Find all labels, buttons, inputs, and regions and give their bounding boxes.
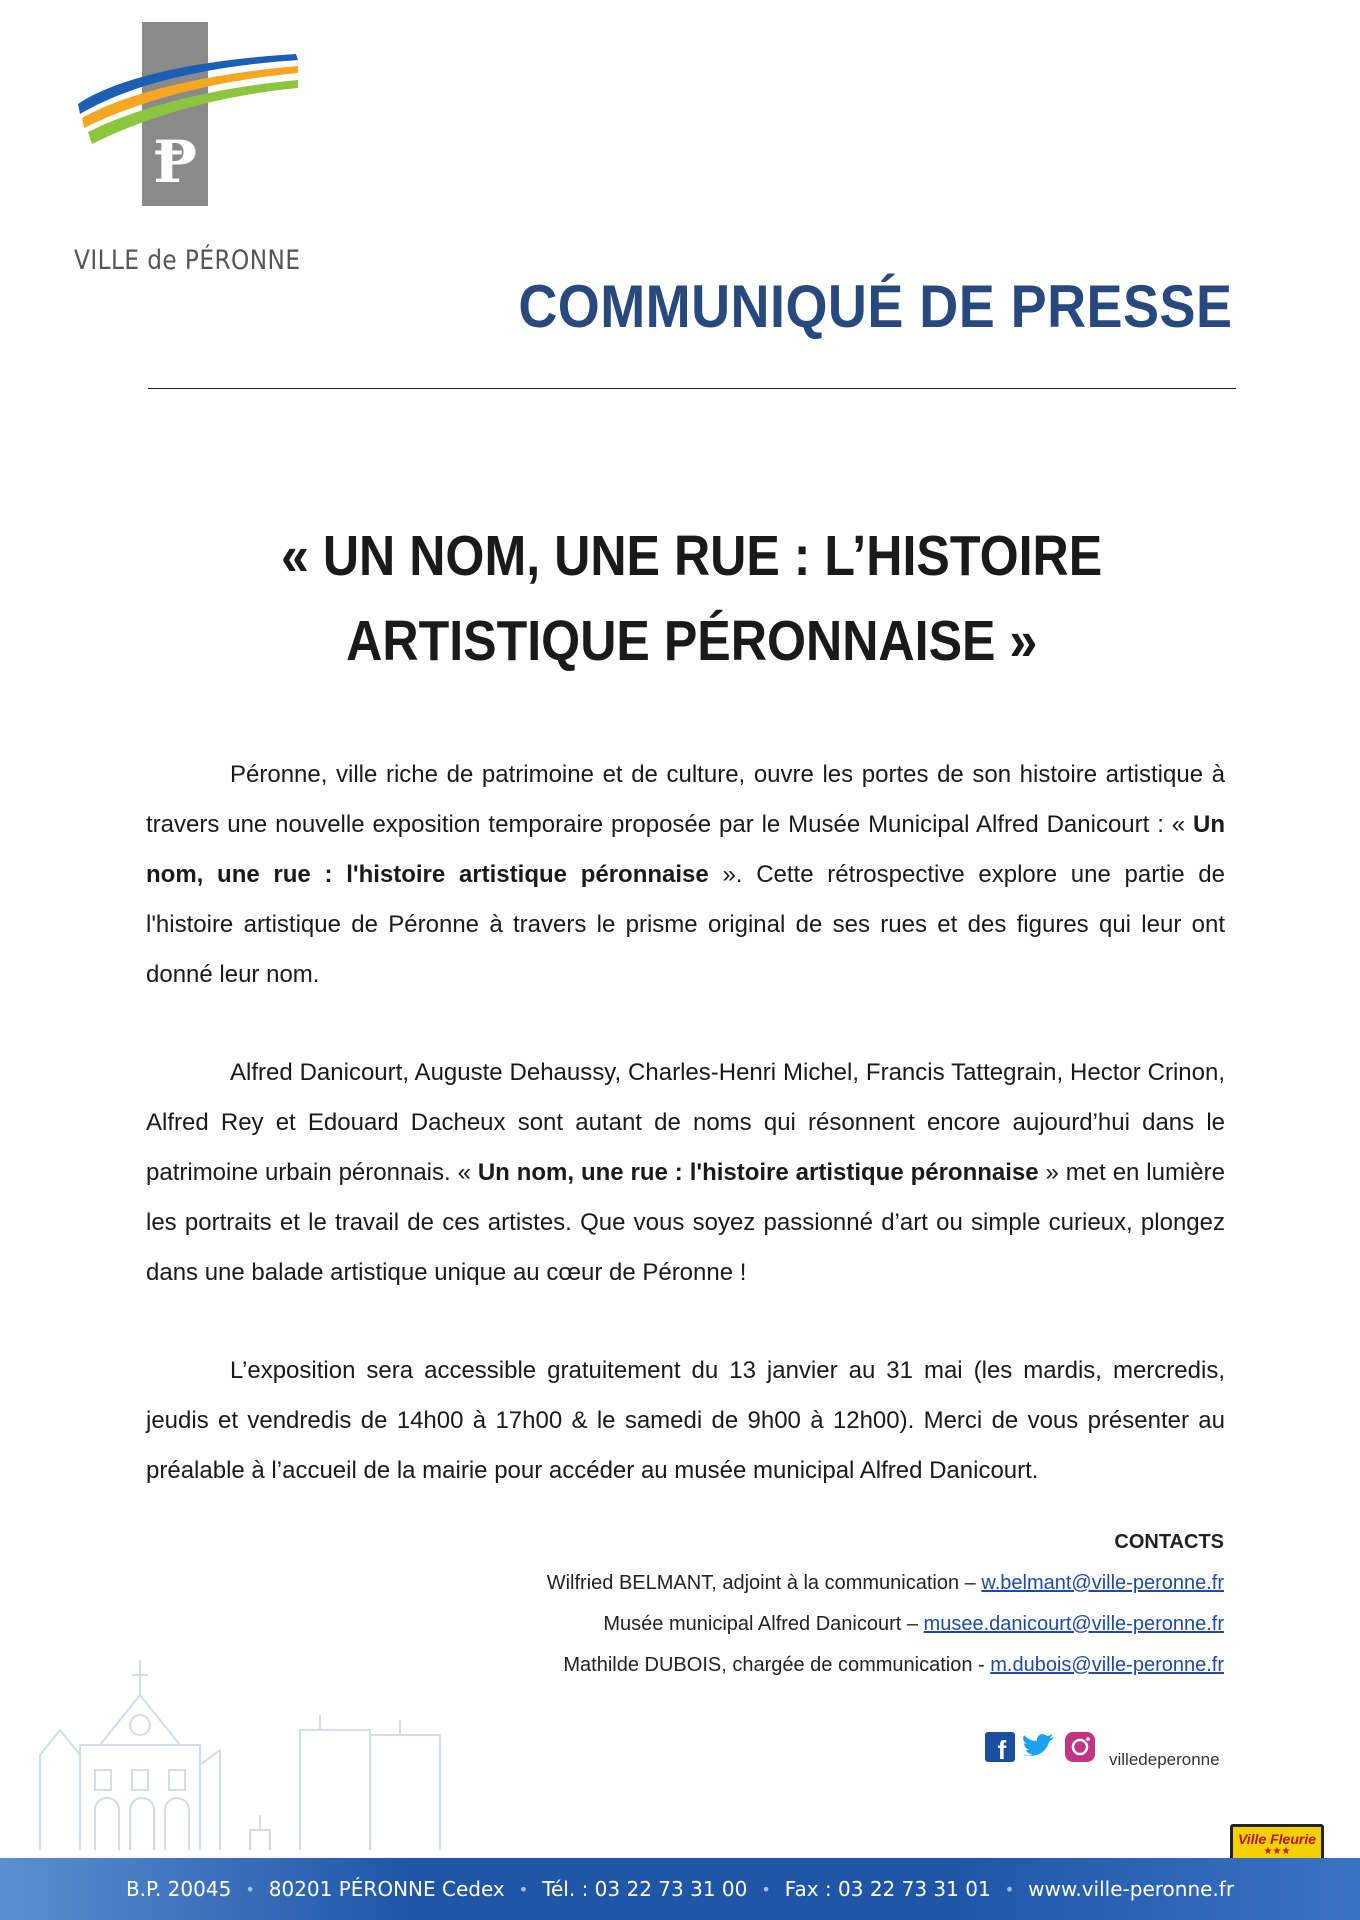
contact-email-link[interactable]: w.belmant@ville-peronne.fr xyxy=(981,1572,1224,1594)
paragraph-3: L’exposition sera accessible gratuitement du 13 janvier au 31 mai (les mardis, mercredis, jeudis et vendredis de 14h00 à 17h00 & le samedi de 9h00 à 12h00). Merci de vous présenter au préalable à l’accueil de la mairie pour accéder au musée municipal Alfred Danicourt. xyxy=(146,1357,1225,1484)
contact-line: Wilfried BELMANT, adjoint à la communication – w.belmant@ville-peronne.fr xyxy=(546,1572,1224,1594)
facebook-icon[interactable] xyxy=(985,1732,1015,1765)
ville-fleurie-badge: Ville Fleurie ★★★ xyxy=(1230,1824,1324,1864)
header-divider xyxy=(148,388,1236,389)
contact-line: Mathilde DUBOIS, chargée de communication - m.dubois@ville-peronne.fr xyxy=(563,1654,1224,1676)
social-links xyxy=(985,1728,1220,1769)
footer-bar xyxy=(0,1858,1360,1920)
footer-city: 80201 PÉRONNE Cedex xyxy=(268,1877,505,1901)
footer-separator: • xyxy=(518,1879,529,1899)
footer-separator: • xyxy=(245,1879,255,1899)
contacts-title: CONTACTS xyxy=(1114,1531,1224,1553)
contact-email-link[interactable]: musee.danicourt@ville-peronne.fr xyxy=(923,1613,1224,1635)
paragraph-2: Alfred Danicourt, Auguste Dehaussy, Charles-Henri Michel, Francis Tattegrain, Hector Crinon, Alfred Rey et Edouard Dacheux sont autant de noms qui résonnent encore aujourd’hui dans le patrimoine urbain péronnais. « Un nom, une rue : l'histoire artistique péronnaise » met en lumière les portraits et le travail de ces artistes. Que vous soyez passionné d’art ou simple curieux, plongez dans une balade artistique unique au cœur de Péronne ! xyxy=(146,1059,1225,1286)
headline-line-1: « UN NOM, UNE RUE : L’HISTOIRE xyxy=(281,524,1103,588)
org-name: VILLE de PÉRONNE xyxy=(74,245,301,276)
footer-separator: • xyxy=(761,1879,771,1899)
contacts-block xyxy=(547,1522,1224,1686)
footer-phone: Tél. : 03 22 73 31 00 xyxy=(542,1877,748,1901)
social-handle: villedeperonne xyxy=(1109,1750,1220,1769)
paragraph-1: Péronne, ville riche de patrimoine et de culture, ouvre les portes de son histoire artistique à travers une nouvelle exposition temporaire proposée par le Musée Municipal Alfred Danicourt : « Un nom, une rue : l'histoire artistique péronnaise ». Cette rétrospective explore une partie de l'histoire artistique de Péronne à travers le prisme original de ses rues et des figures qui leur ont donné leur nom. xyxy=(146,761,1226,988)
twitter-icon[interactable] xyxy=(1023,1734,1054,1756)
svg-text:f: f xyxy=(997,1735,1007,1765)
instagram-icon[interactable] xyxy=(1065,1732,1095,1762)
footer-website[interactable]: www.ville-peronne.fr xyxy=(1028,1877,1235,1901)
contact-email-link[interactable]: m.dubois@ville-peronne.fr xyxy=(990,1654,1224,1676)
contact-line: Musée municipal Alfred Danicourt – musee.danicourt@ville-peronne.fr xyxy=(603,1613,1224,1635)
article-body xyxy=(146,750,1225,1544)
town-buildings-illustration xyxy=(20,1635,520,1850)
footer-fax: Fax : 03 22 73 31 01 xyxy=(784,1877,991,1901)
press-release-title: COMMUNIQUÉ DE PRESSE xyxy=(517,273,1232,340)
ville-de-peronne-logo xyxy=(78,22,300,212)
footer-separator: • xyxy=(1004,1879,1015,1899)
logo-pk-monogram: Ᵽ xyxy=(153,128,197,196)
headline-line-2: ARTISTIQUE PÉRONNAISE » xyxy=(346,609,1038,673)
footer-po-box: B.P. 20045 xyxy=(125,1877,232,1901)
social-icons xyxy=(985,1728,1105,1768)
